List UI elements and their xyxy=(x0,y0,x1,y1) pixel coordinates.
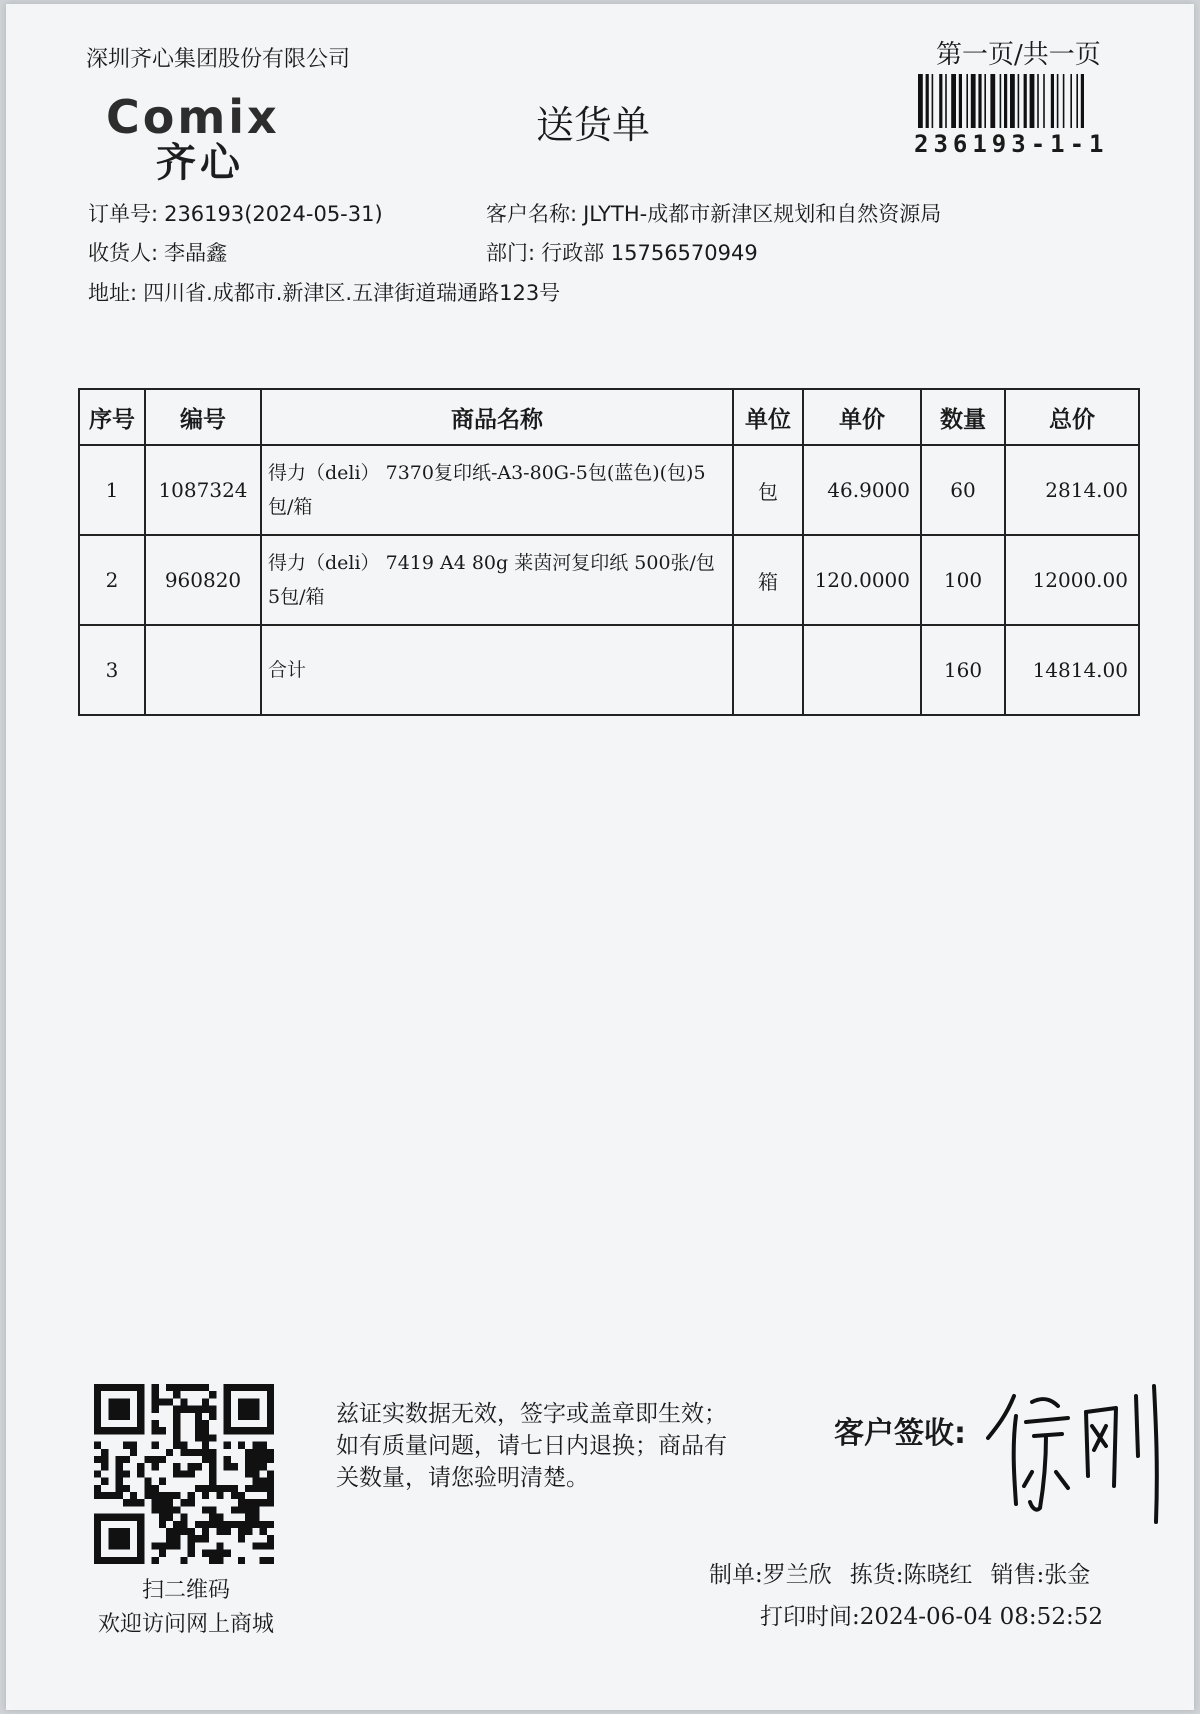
qr-code[interactable] xyxy=(94,1384,274,1564)
header-seq: 序号 xyxy=(79,389,145,445)
address-label: 地址: xyxy=(88,281,138,305)
maker: 制单:罗兰欣 xyxy=(709,1562,832,1588)
cell-code: 960820 xyxy=(145,535,261,625)
department-value: 行政部 15756570949 xyxy=(541,241,758,265)
brand-logo xyxy=(106,90,280,186)
header-total: 总价 xyxy=(1005,389,1139,445)
customer-info xyxy=(486,198,941,228)
cell-price: 120.0000 xyxy=(803,535,921,625)
receiver-info xyxy=(88,237,227,267)
header-name: 商品名称 xyxy=(261,389,733,445)
items-table xyxy=(78,388,1140,716)
logo-english: Comix xyxy=(106,90,280,144)
header-qty: 数量 xyxy=(921,389,1005,445)
table-row-total xyxy=(79,625,1139,715)
cell-price: 46.9000 xyxy=(803,445,921,535)
picker: 拣货:陈晓红 xyxy=(849,1562,973,1588)
receiver-label: 收货人: xyxy=(88,241,159,265)
header-unit: 单位 xyxy=(733,389,803,445)
barcode xyxy=(916,74,1126,128)
cell-total: 2814.00 xyxy=(1005,445,1139,535)
cell-code xyxy=(145,625,261,715)
cell-price xyxy=(803,625,921,715)
department-label: 部门: xyxy=(486,241,536,265)
cell-code: 1087324 xyxy=(145,445,261,535)
notice-text: 兹证实数据无效，签字或盖章即生效；如有质量问题，请七日内退换；商品有关数量，请您验明清楚。 xyxy=(336,1401,727,1491)
qr-caption xyxy=(76,1574,296,1642)
order-info xyxy=(88,198,383,228)
address-info xyxy=(88,277,560,307)
cell-seq: 2 xyxy=(79,535,145,625)
cell-unit: 箱 xyxy=(733,535,803,625)
header-price: 单价 xyxy=(803,389,921,445)
sales: 销售:张金 xyxy=(990,1562,1091,1588)
print-time: 打印时间:2024-06-04 08:52:52 xyxy=(760,1604,1103,1630)
logo-chinese: 齐心 xyxy=(156,140,244,186)
cell-total: 12000.00 xyxy=(1005,535,1139,625)
cell-seq: 3 xyxy=(79,625,145,715)
cell-name: 得力（deli） 7370复印纸-A3-80G-5包(蓝色)(包)5包/箱 xyxy=(261,445,733,535)
staff-line xyxy=(709,1556,1108,1589)
header-code: 编号 xyxy=(145,389,261,445)
customer-value: JLYTH-成都市新津区规划和自然资源局 xyxy=(583,202,942,226)
qr-caption-line1: 扫二维码 xyxy=(141,1578,230,1603)
customer-label: 客户名称: xyxy=(486,202,578,226)
company-name: 深圳齐心集团股份有限公司 xyxy=(86,47,351,72)
table-row xyxy=(79,445,1139,535)
order-label: 订单号: xyxy=(88,202,159,226)
cell-unit: 包 xyxy=(733,445,803,535)
handwritten-signature xyxy=(986,1376,1166,1526)
qr-caption-line2: 欢迎访问网上商城 xyxy=(97,1612,274,1637)
cell-unit xyxy=(733,625,803,715)
department-info xyxy=(486,237,758,267)
address-value: 四川省.成都市.新津区.五津街道瑞通路123号 xyxy=(143,281,561,305)
cell-qty: 100 xyxy=(921,535,1005,625)
barcode-number: 236193-1-1 xyxy=(914,130,1109,158)
customer-sign-label: 客户签收: xyxy=(834,1416,966,1451)
table-row xyxy=(79,535,1139,625)
document-title: 送货单 xyxy=(536,103,651,147)
cell-qty: 160 xyxy=(921,625,1005,715)
delivery-note-sheet xyxy=(6,4,1194,1710)
cell-total: 14814.00 xyxy=(1005,625,1139,715)
cell-name: 合计 xyxy=(261,625,733,715)
receiver-value: 李晶鑫 xyxy=(164,241,228,265)
cell-name: 得力（deli） 7419 A4 80g 莱茵河复印纸 500张/包 5包/箱 xyxy=(261,535,733,625)
table-header-row xyxy=(79,389,1139,445)
order-value: 236193(2024-05-31) xyxy=(164,202,383,226)
cell-seq: 1 xyxy=(79,445,145,535)
page-info: 第一页/共一页 xyxy=(936,40,1101,70)
cell-qty: 60 xyxy=(921,445,1005,535)
